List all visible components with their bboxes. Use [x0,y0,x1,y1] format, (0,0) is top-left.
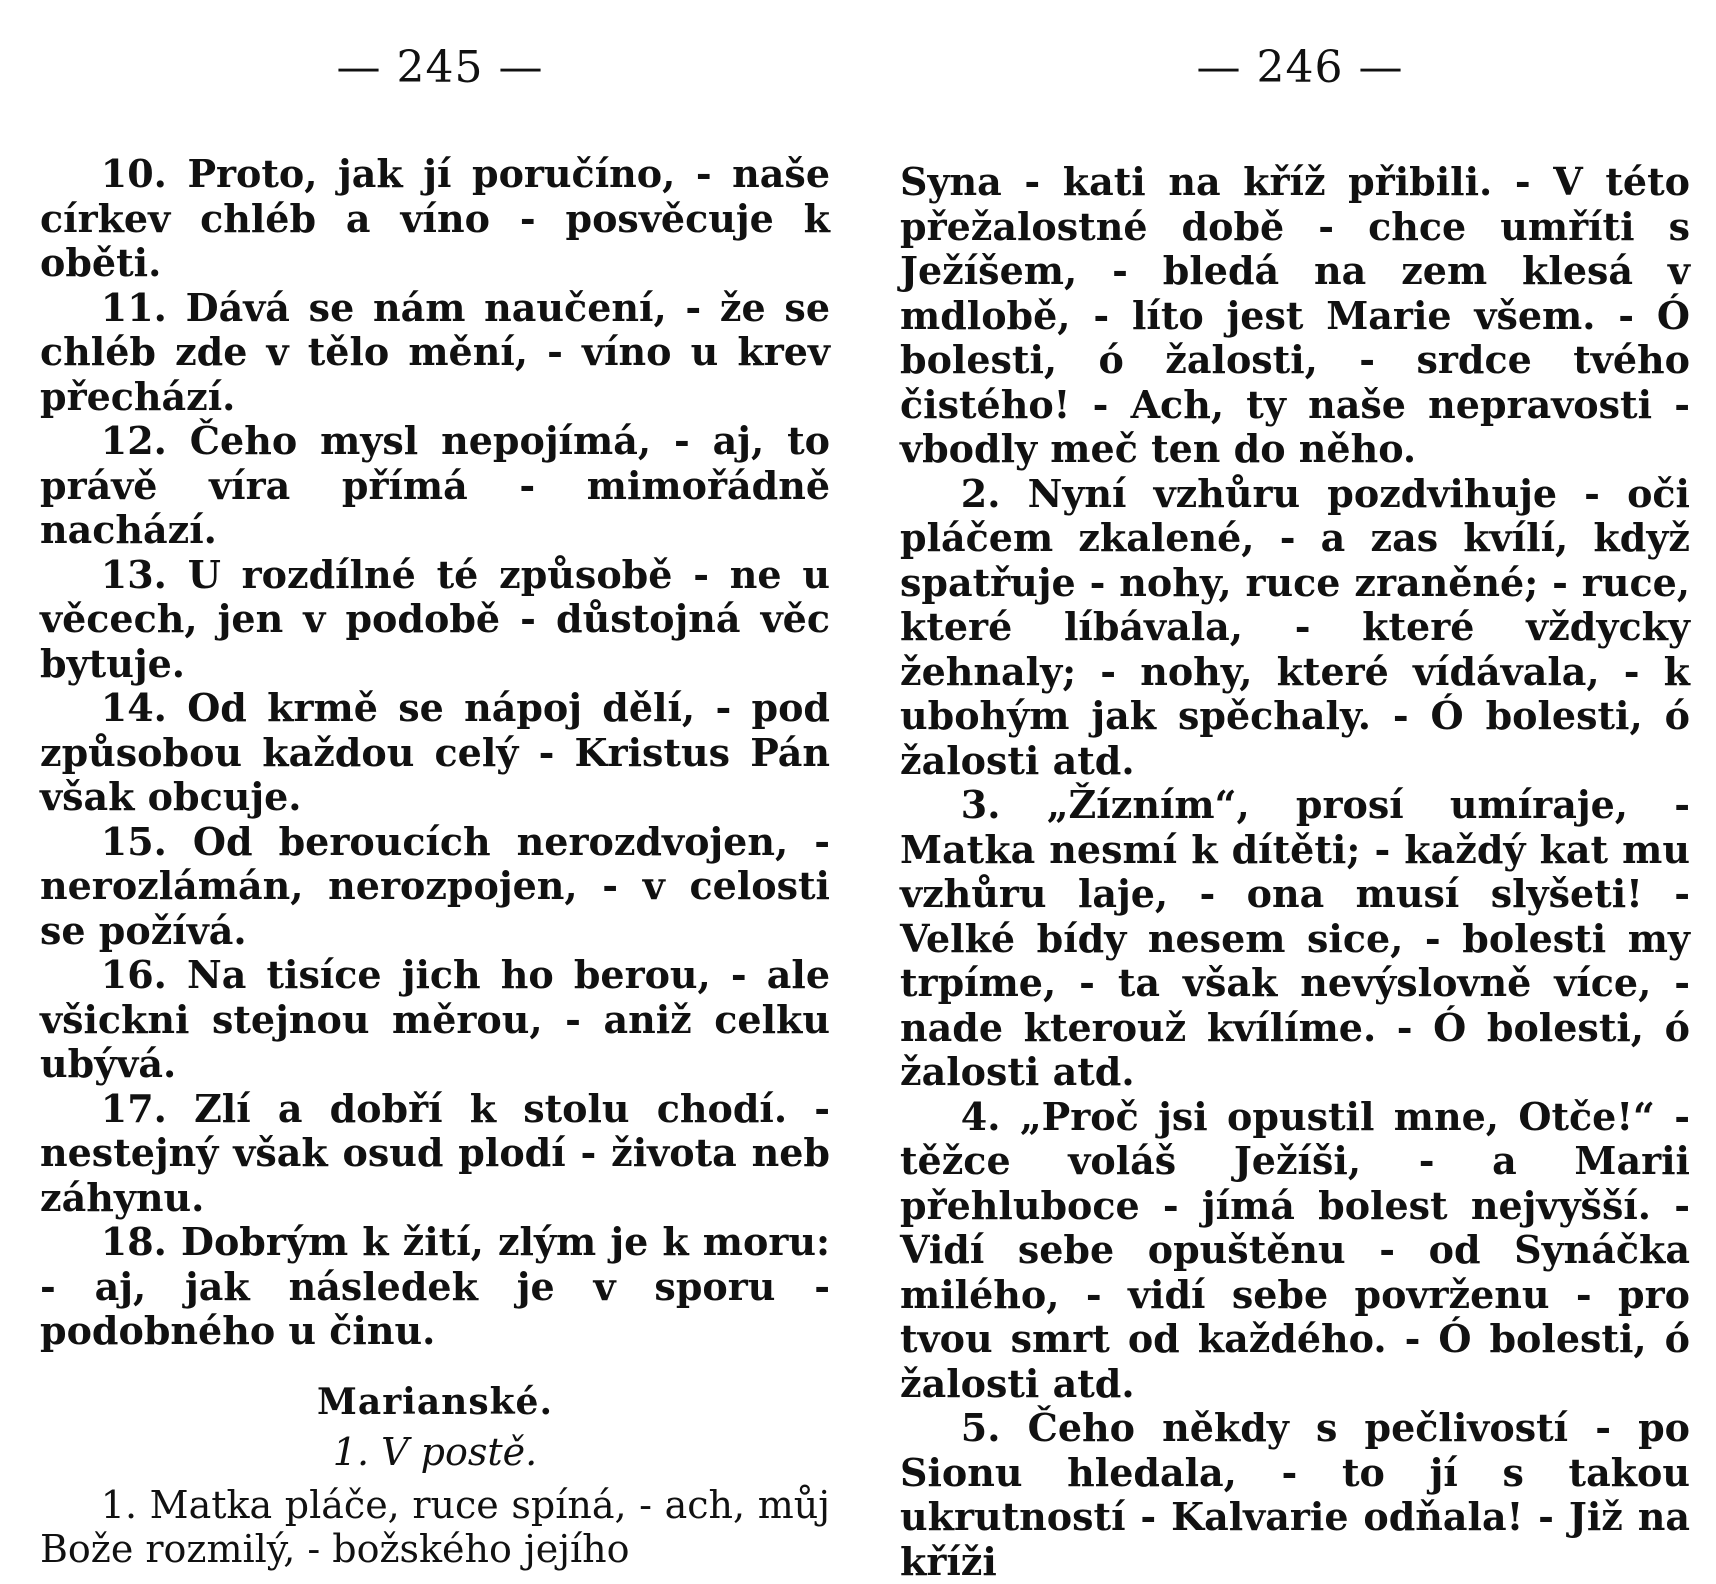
verse-17: 17. Zlí a dobří k stolu chodí. - nestejný však osud plodí - života neb záhynu. [40,1085,830,1220]
verse-1-continuation: Syna - kati na kříž přibili. - V této přežalostné době - chce umříti s Ježíšem, - bledá na zem klesá v mdlobě, - líto jest Marie všem. - Ó bolesti, ó žalosti, - srdce tvého čistého! - Ach, ty naše nepravosti - vbodly meč ten do něho. [900,159,1690,471]
verse-11: 11. Dává se nám naučení, - že se chléb zde v tělo mění, - víno u krev přechází. [40,284,830,419]
section-heading: Marianské. [317,1380,553,1423]
verse-18: 18. Dobrým k žití, zlým je k moru: - aj, jak následek je v sporu - podobného u činu. [40,1219,830,1353]
right-text-column [900,160,1690,1584]
verse-16: 16. Na tisíce jich ho berou, - ale všickni stejnou měrou, - aniž celku ubývá. [40,952,830,1086]
verse-15: 15. Od beroucích nerozdvojen, - nerozlámán, nerozpojen, - v celosti se požívá. [40,818,830,953]
song-verse-4: 4. „Proč jsi opustil mne, Otče!“ - těžce voláš Ježíši, - a Marii přehluboce - jímá bolest nejvyšší. - Vidí sebe opuštěnu - od Synáčka milého, - vidí sebe povrženu - pro tvou smrt od každého. - Ó bolesti, ó žalosti atd. [900,1093,1690,1406]
right-page [900,0,1700,1584]
song-verse-3: 3. „Žízním“, prosí umíraje, - Matka nesmí k dítěti; - každý kat mu vzhůru laje, - ona musí slyšeti! - Velké bídy nesem sice, - bolesti my trpíme, - ta však nevýslovně více, - nade kterouž kvílíme. - Ó bolesti, ó žalosti atd. [900,782,1690,1094]
verse-14: 14. Od krmě se nápoj dělí, - pod způsobou každou celý - Kristus Pán však obcuje. [40,685,830,819]
page-number-left: — 245 — [336,42,544,93]
song-verse-1: 1. Matka pláče, ruce spíná, - ach, můj Bože rozmilý, - božského jejího [40,1482,830,1571]
verse-13: 13. U rozdílné té způsobě - ne u věcech, jen v podobě - důstojná věc bytuje. [40,551,830,686]
song-verse-2: 2. Nyní vzhůru pozdvihuje - oči pláčem zkalené, - a zas kvílí, když spatřuje - nohy, ruce zraněné; - ruce, které líbávala, - které vždycky žehnaly; - nohy, které vídávala, - k ubohým jak spěchaly. - Ó bolesti, ó žalosti atd. [900,470,1690,783]
left-text-column [40,152,830,1572]
page-number-right: — 246 — [1196,42,1404,93]
song-subheading: 1. V postě. [332,1430,538,1474]
verse-10: 10. Proto, jak jí poručíno, - naše církev chléb a víno - posvěcuje k oběti. [40,151,830,285]
verse-12: 12. Čeho mysl nepojímá, - aj, to právě víra přímá - mimořádně nachází. [40,418,830,552]
song-verse-5: 5. Čeho někdy s pečlivostí - po Sionu hledala, - to jí s takou ukrutností - Kalvarie odňala! - Již na kříži [900,1405,1690,1584]
left-page [40,0,840,1571]
